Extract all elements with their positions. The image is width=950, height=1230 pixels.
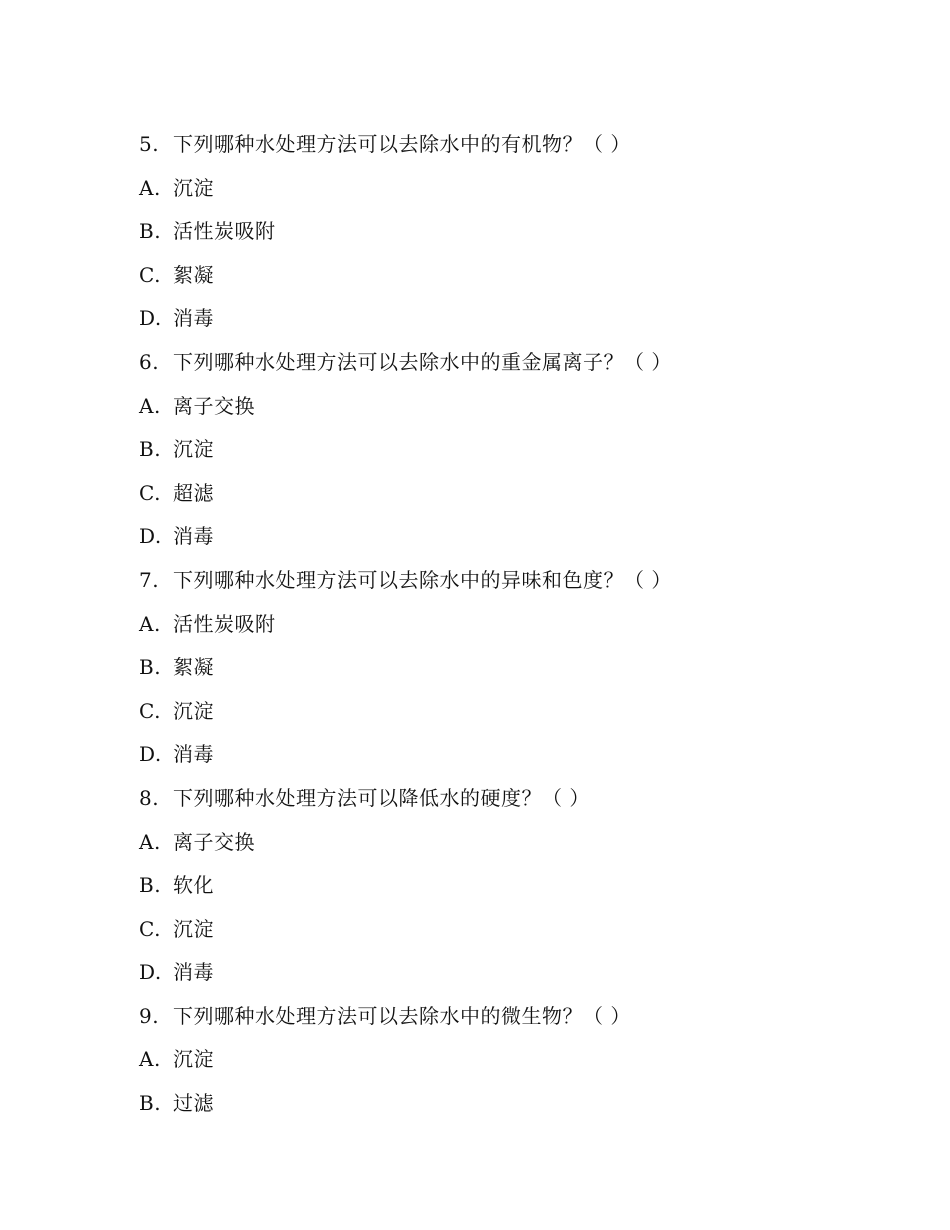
question-6-option-b (139, 431, 859, 475)
question-number: 7. (139, 567, 160, 592)
question-5-option-d (139, 300, 859, 344)
question-8-option-a (139, 824, 859, 868)
option-letter: B. (139, 437, 162, 462)
option-text: 沉淀 (173, 437, 214, 462)
question-number: 9. (139, 1003, 160, 1028)
question-text: 下列哪种水处理方法可以去除水中的微生物？（ ） (173, 1003, 631, 1028)
option-letter: C. (139, 916, 161, 941)
question-8-option-b (139, 867, 859, 911)
question-6-option-a (139, 388, 859, 432)
option-letter: D. (139, 742, 162, 767)
option-text: 沉淀 (173, 175, 214, 200)
question-6-option-d (139, 518, 859, 562)
option-text: 絮凝 (173, 655, 214, 680)
option-text: 沉淀 (173, 698, 214, 723)
question-9-option-a (139, 1041, 859, 1085)
option-text: 沉淀 (173, 1047, 214, 1072)
question-number: 5. (139, 132, 160, 156)
question-text: 下列哪种水处理方法可以去除水中的重金属离子？（ ） (173, 349, 672, 374)
option-letter: C. (139, 480, 161, 505)
question-number: 8. (139, 785, 160, 810)
option-text: 软化 (173, 873, 214, 898)
option-letter: A. (139, 175, 161, 200)
option-letter: A. (139, 1047, 161, 1072)
question-text: 下列哪种水处理方法可以去除水中的异味和色度？（ ） (173, 567, 672, 592)
question-9-stem (139, 998, 859, 1042)
option-letter: C. (139, 262, 161, 287)
option-letter: B. (139, 655, 162, 680)
option-letter: D. (139, 960, 162, 985)
question-text: 下列哪种水处理方法可以去除水中的有机物？（ ） (173, 132, 631, 156)
question-5-option-a (139, 170, 859, 214)
question-5-option-c (139, 257, 859, 301)
question-6-stem (139, 344, 859, 388)
option-text: 消毒 (173, 524, 214, 549)
question-6-option-c (139, 475, 859, 519)
question-8-stem (139, 780, 859, 824)
option-text: 消毒 (173, 960, 214, 985)
option-text: 过滤 (173, 1091, 214, 1116)
question-8-option-c (139, 911, 859, 955)
option-letter: B. (139, 1091, 162, 1116)
option-letter: A. (139, 611, 161, 636)
option-letter: D. (139, 306, 162, 331)
question-9-option-b (139, 1085, 859, 1129)
question-7-option-b (139, 649, 859, 693)
question-list (139, 126, 859, 1129)
option-text: 超滤 (173, 480, 214, 505)
question-7-option-d (139, 736, 859, 780)
option-letter: B. (139, 219, 162, 244)
option-text: 离子交换 (173, 829, 255, 854)
option-text: 活性炭吸附 (173, 611, 276, 636)
question-text: 下列哪种水处理方法可以降低水的硬度？（ ） (173, 785, 590, 810)
option-letter: C. (139, 698, 161, 723)
option-letter: D. (139, 524, 162, 549)
option-text: 消毒 (173, 742, 214, 767)
question-7-option-c (139, 693, 859, 737)
option-text: 絮凝 (173, 262, 214, 287)
question-7-option-a (139, 606, 859, 650)
option-text: 消毒 (173, 306, 214, 331)
question-5-option-b (139, 213, 859, 257)
option-letter: A. (139, 829, 161, 854)
option-letter: B. (139, 873, 162, 898)
option-text: 离子交换 (173, 393, 255, 418)
option-letter: A. (139, 393, 161, 418)
question-5-stem (139, 126, 859, 170)
option-text: 活性炭吸附 (173, 219, 276, 244)
option-text: 沉淀 (173, 916, 214, 941)
question-number: 6. (139, 349, 160, 374)
question-7-stem (139, 562, 859, 606)
question-8-option-d (139, 954, 859, 998)
